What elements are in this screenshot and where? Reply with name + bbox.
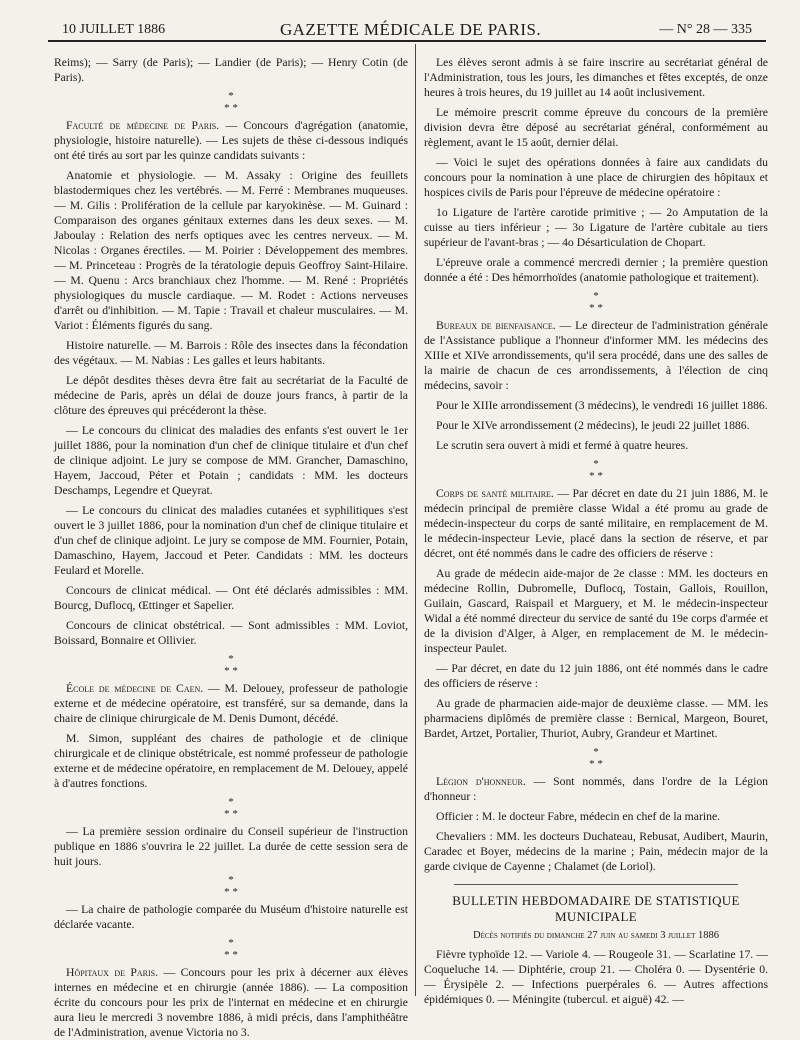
- section-heading: Hôpitaux de Paris.: [66, 966, 159, 979]
- section-rule: [454, 884, 738, 885]
- article-paragraph: Légion d'honneur. — Sont nommés, dans l'ordre de la Légion d'honneur :: [424, 775, 769, 803]
- article-paragraph: Histoire naturelle. — M. Barrois : Rôle des insectes dans la fécondation des végétaux. — M. Nabias : Les galles et leurs habitants.: [54, 339, 408, 367]
- article-paragraph: — Le concours du clinicat des maladies cutanées et syphilitiques s'est ouvert le 3 juillet 1886, pour la nomination d'un chef de clinique titulaire et d'un chef de clinique adjoint. Le jury se compose de MM. Fournier, Potain, Damaschino, Hayem, Jaccoud et Peter. Candidats : MM. les docteurs Feulard et Morelle.: [54, 504, 408, 577]
- article-paragraph: Concours de clinicat obstétrical. — Sont admissibles : MM. Loviot, Boissard, Bonnaire et Ollivier.: [54, 619, 408, 647]
- section-separator-stars: * * *: [224, 937, 238, 961]
- article-paragraph: Chevaliers : MM. les docteurs Duchateau, Rebusat, Audibert, Maurin, Caradec et Boyer, médecins de la marine ; Pain, médecin major de la garde civique de Cayenne ; Chalamet (de Loriol).: [424, 830, 768, 873]
- article-paragraph: Les élèves seront admis à se faire inscrire au secrétariat général de l'Administration, tous les jours, les dimanches et fêtes exceptés, de onze heures à trois heures, du 19 juillet au 14 août inclusivement.: [424, 56, 768, 99]
- article-paragraph: Pour le XIVe arrondissement (2 médecins), le jeudi 22 juillet 1886.: [436, 419, 750, 432]
- article-paragraph: Anatomie et physiologie. — M. Assaky : Origine des feuillets blastodermiques chez les vertébrés. — M. Ferré : Membranes muqueuses. — M. Gilis : Prolifération de la cellule par karyokinèse. — M. Guinard : Comparaison des organes génitaux externes dans les deux sexes. — M. Jaboulay : Relation des nerfs optiques avec les centres nerveux. — M. Nicolas : Organes érectiles. — M. Poirier : Développement des membres. — M. Princeteau : Progrès de la tératologie depuis Geoffroy Saint-Hilaire. — M. Quenu : Arcs branchiaux chez l'homme. — M. René : Propriétés physiologiques du muscle cardiaque. — M. Rodet : Actions nerveuses d'arrêt ou d'inhibition. — M. Tapie : Travail et chaleur musculaires. — M. Variot : Éléments figurés du sang.: [54, 169, 408, 332]
- section-separator-stars: * * *: [224, 796, 238, 820]
- article-paragraph: Bureaux de bienfaisance. — Le directeur de l'administration générale de l'Assistance publique a l'honneur d'informer MM. les médecins des XIIIe et XIVe arrondissements, qu'il sera procédé, dans une des salles de la mairie de chacun de ces arrondissements, à l'élection de cinq médecins, savoir :: [424, 319, 768, 392]
- article-paragraph: — Par décret, en date du 12 juin 1886, ont été nommés dans le cadre des officiers de réserve :: [424, 662, 768, 690]
- article-paragraph: M. Simon, suppléant des chaires de pathologie et de clinique chirurgicale et de clinique obstétricale, est nommé professeur de pathologie externe et de médecine opératoire, en remplacement de M. Delouey, appelé à d'autres fonctions.: [54, 732, 408, 790]
- article-paragraph: Concours de clinicat médical. — Ont été déclarés admissibles : MM. Bourcg, Duflocq, Œttinger et Sapelier.: [54, 584, 408, 612]
- article-paragraph: Hôpitaux de Paris. — Concours pour les prix à décerner aux élèves internes en médecine et en chirurgie (année 1886). — La composition écrite du concours pour les prix de l'internat en médecine et en chirurgie aura lieu le mercredi 3 novembre 1886, à midi précis, dans l'amphithéâtre de l'Administration, avenue Victoria no 3.: [54, 966, 408, 1039]
- section-separator-stars: * * *: [589, 746, 603, 770]
- section-heading: Faculté de médecine de Paris.: [66, 119, 220, 132]
- section-separator-stars: * * *: [224, 874, 238, 898]
- section-heading: École de médecine de Caen.: [66, 682, 204, 695]
- section-separator-stars: * * *: [224, 653, 238, 677]
- article-paragraph: Pour le XIIIe arrondissement (3 médecins), le vendredi 16 juillet 1886.: [436, 399, 768, 412]
- article-paragraph: École de médecine de Caen. — M. Delouey, professeur de pathologie externe et de médecine opératoire, est transféré, sur sa demande, dans la chaire de clinique chirurgicale de M. Denis Dumont, décédé.: [54, 682, 408, 725]
- page-header: [0, 0, 800, 40]
- left-column: [54, 55, 408, 1039]
- header-rule: [48, 40, 766, 42]
- article-paragraph: L'épreuve orale a commencé mercredi dernier ; la première question donnée a été : Des hémorrhoïdes (anatomie pathologique et traitement).: [424, 256, 768, 284]
- article-paragraph: Faculté de médecine de Paris. — Concours d'agrégation (anatomie, physiologie, histoire naturelle). — Les sujets de thèse ci-dessous indiqués ont été tirés au sort par les quinze candidats suivants :: [54, 119, 408, 162]
- section-heading: Bureaux de bienfaisance.: [436, 319, 556, 332]
- article-paragraph: Corps de santé militaire. — Par décret en date du 21 juin 1886, M. le médecin principal de première classe Widal a été promu au grade de médecin-inspecteur du corps de santé militaire, en remplacement de M. le médecin-inspecteur Levie, placé dans la section de réserve, et par décret, ont été nommés dans le cadre des officiers de réserve :: [424, 487, 768, 560]
- issue-date: 10 JUILLET 1886: [62, 22, 166, 37]
- section-separator-stars: * * *: [589, 290, 603, 314]
- bulletin-title: BULLETIN HEBDOMADAIRE DE STATISTIQUE MUNICIPALE: [452, 893, 740, 924]
- article-paragraph: Officier : M. le docteur Fabre, médecin en chef de la marine.: [436, 810, 721, 823]
- article-paragraph: 1o Ligature de l'artère carotide primitive ; — 2o Amputation de la cuisse au tiers inférieur ; — 3o Ligature de l'artère cubitale au tiers supérieur de l'avant-bras ; — 4o Désarticulation de Chopart.: [424, 206, 768, 249]
- article-paragraph: Le scrutin sera ouvert à midi et fermé à quatre heures.: [436, 439, 689, 452]
- section-heading: Corps de santé militaire.: [436, 487, 554, 500]
- article-paragraph: Reims); — Sarry (de Paris); — Landier (de Paris); — Henry Cotin (de Paris).: [54, 56, 408, 84]
- column-divider: [415, 44, 416, 996]
- page-number: — N° 28 — 335: [659, 22, 752, 37]
- right-column: [424, 55, 768, 1026]
- section-heading: Légion d'honneur.: [436, 775, 526, 788]
- article-paragraph: — Voici le sujet des opérations données à faire aux candidats du concours pour la nomination à une place de chirurgien des hôpitaux et hospices civils de Paris pour l'épreuve de médecine opératoire :: [424, 156, 768, 199]
- article-paragraph: Le mémoire prescrit comme épreuve du concours de la première division devra être déposé au secrétariat général, conformément au règlement, avant le 15 août, dernier délai.: [424, 106, 768, 149]
- article-paragraph: Au grade de pharmacien aide-major de deuxième classe. — MM. les pharmaciens diplômés de première classe : Bernical, Margeon, Bouret, Bardet, Artzet, Portalier, Thuriot, Aubry, Grandeur et Martinet.: [424, 697, 768, 740]
- journal-title: GAZETTE MÉDICALE DE PARIS.: [280, 20, 541, 39]
- article-paragraph: Le dépôt desdites thèses devra être fait au secrétariat de la Faculté de médecine de Paris, après un délai de douze jours francs, à partir de la clôture des épreuves qui précéderont la thèse.: [54, 374, 408, 417]
- section-separator-stars: * * *: [224, 90, 238, 114]
- article-paragraph: — La première session ordinaire du Conseil supérieur de l'instruction publique en 1886 s'ouvrira le 22 juillet. La durée de cette session sera de huit jours.: [54, 825, 408, 868]
- article-paragraph: — Le concours du clinicat des maladies des enfants s'est ouvert le 1er juillet 1886, pour la nomination d'un chef de clinique titulaire et d'un chef de clinique adjoint. Le jury se compose de MM. Grancher, Damaschino, Hayem, Jaccoud, Péter et Potain ; candidats : MM. les docteurs Deschamps, Legendre et Queyrat.: [54, 424, 408, 497]
- section-separator-stars: * * *: [589, 458, 603, 482]
- article-paragraph: — La chaire de pathologie comparée du Muséum d'histoire naturelle est déclarée vacante.: [54, 903, 408, 931]
- statistics-paragraph: Fièvre typhoïde 12. — Variole 4. — Rougeole 31. — Scarlatine 17. — Coqueluche 14. — Diphtérie, croup 21. — Choléra 0. — Dysentérie 0. — Érysipèle 2. — Infections puerpérales 6. — Autres affections épidémiques 0. — Méningite (tubercul. et aiguë) 42. —: [424, 948, 768, 1006]
- article-paragraph: Au grade de médecin aide-major de 2e classe : MM. les docteurs en médecine Rollin, Dubromelle, Duflocq, Tostain, Gallois, Rouillon, Guilain, Gascard, Raispail et Marguery, et M. le médecin-inspecteur Widal a été nommé directeur du service de santé du 19e corps d'armée et de la division d'Alger, à Alger, en remplacement de M. le médecin-inspecteur Paulet.: [424, 567, 768, 655]
- bulletin-subtitle: Décès notifiés du dimanche 27 juin au samedi 3 juillet 1886: [473, 930, 719, 941]
